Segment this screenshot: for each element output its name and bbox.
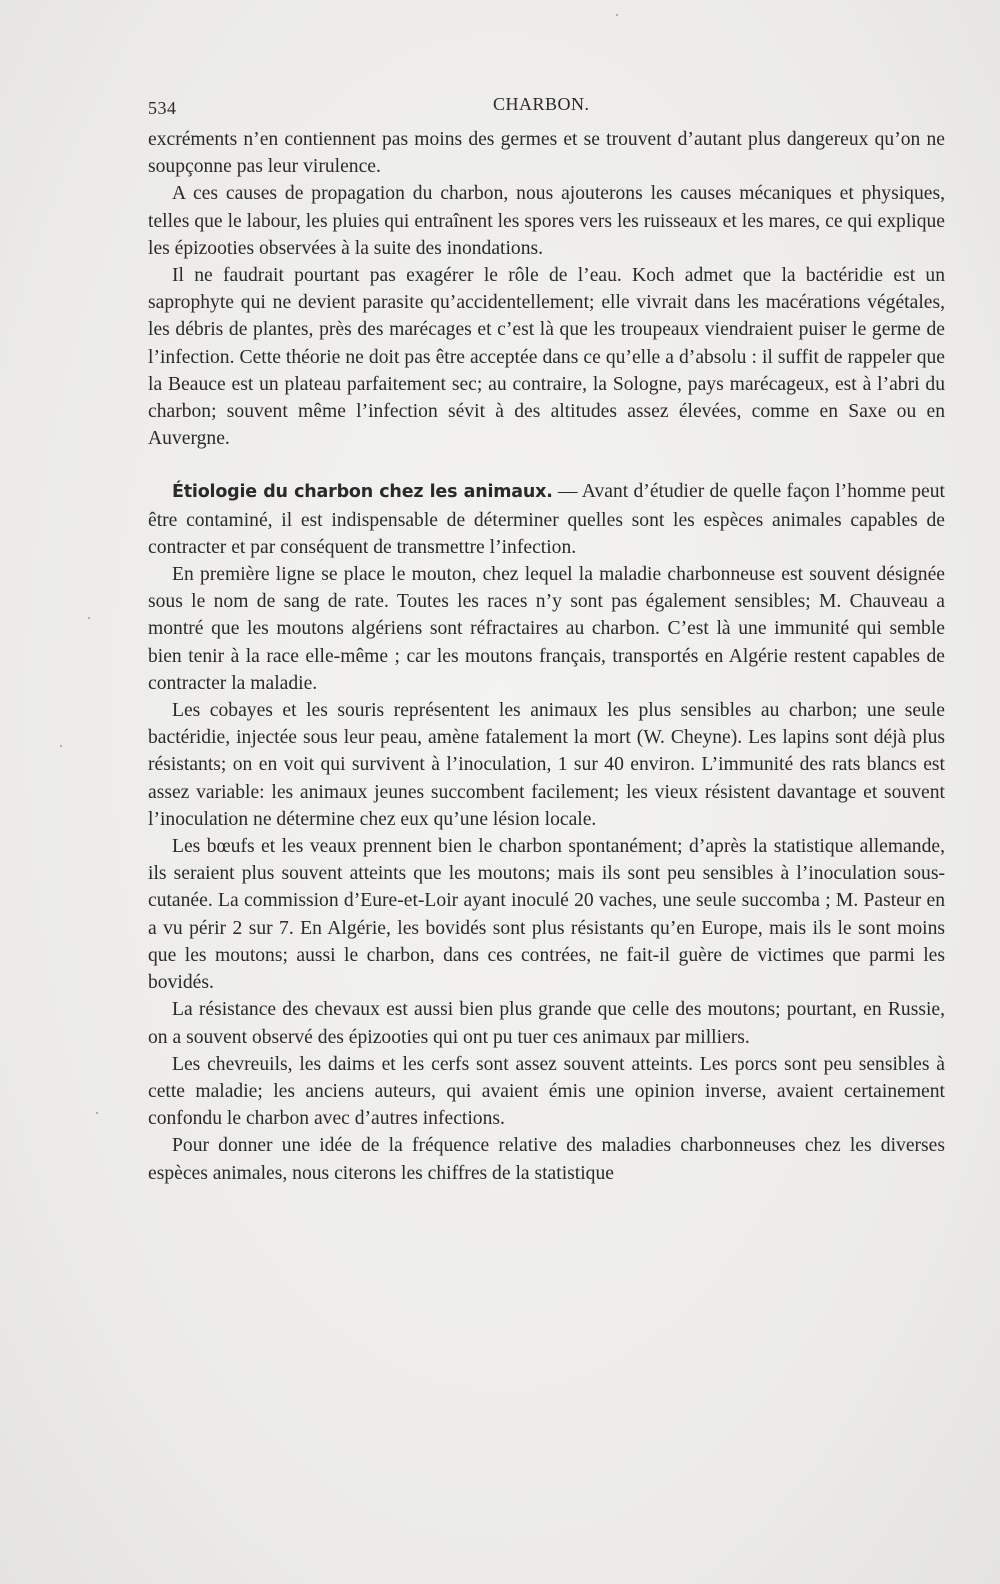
paragraph-continuation: excréments n’en contiennent pas moins des germes et se trouvent d’autant plus dangereux qu’on ne soupçonne pas leur virulence. xyxy=(148,129,945,178)
paragraph-cattle: Les bœufs et les veaux prennent bien le charbon spontanément; d’après la statistique allemande, ils seraient plus souvent atteints que les moutons; mais ils sont peu sensibles à l’inoculation sous-cutanée. La commission d’Eure-et-Loir ayant inoculé 20 vaches, une seule succomba ; M. Pasteur en a vu périr 2 sur 7. En Algérie, les bovidés sont plus résistants qu’en Europe, mais ils le sont moins que les moutons; aussi le charbon, dans ces contrées, ne fait-il guère de victimes que parmi les bovidés. xyxy=(148,836,945,994)
paragraph-water-role: Il ne faudrait pourtant pas exagérer le rôle de l’eau. Koch admet que la bactéridie est un saprophyte qui ne devient parasite qu’accidentellement; elle vivrait dans les macérations végétales, les débris de plantes, près des marécages et c’est là que les troupeaux viendraient puiser le germe de l’infection. Cette théorie ne doit pas être acceptée dans ce qu’elle a d’absolu : il suffit de rappeler que la Beauce est un plateau parfaitement sec; au contraire, la Sologne, pays marécageux, est à l’abri du charbon; souvent même l’infection sévit à des altitudes assez élevées, comme en Saxe ou en Auvergne. xyxy=(148,265,945,450)
running-head: CHARBON. xyxy=(493,94,590,114)
paragraph-sheep: En première ligne se place le mouton, chez lequel la maladie charbonneuse est souvent désignée sous le nom de sang de rate. Toutes les races n’y sont pas également sensibles; M. Chauveau a montré que les moutons algériens sont réfractaires au charbon. C’est là une immunité qui semble bien tenir à la race elle-même ; car les moutons français, transportés en Algérie restent capables de contracter la maladie. xyxy=(148,564,945,694)
body-text xyxy=(148,126,945,1187)
paragraph-statistics: Pour donner une idée de la fréquence relative des maladies charbonneuses chez les diverses espèces animales, nous citerons les chiffres de la statistique xyxy=(148,1135,945,1184)
paper-speck xyxy=(60,745,62,747)
paper-speck xyxy=(616,14,618,16)
paragraph-propagation-causes: A ces causes de propagation du charbon, nous ajouterons les causes mécaniques et physiques, telles que le labour, les pluies qui entraînent les spores vers les ruisseaux et les mares, ce qui explique les épizooties observées à la suite des inondations. xyxy=(148,183,945,259)
section-opening-paragraph xyxy=(148,478,945,561)
paper-speck xyxy=(88,617,90,619)
paragraph-rodents: Les cobayes et les souris représentent les animaux les plus sensibles au charbon; une seule bactéridie, injectée sous leur peau, amène fatalement la mort (W. Cheyne). Les lapins sont déjà plus résistants; on en voit qui survivent à l’inoculation, 1 sur 40 environ. L’immunité des rats blancs est assez variable: les animaux jeunes succombent facilement; les vieux résistent davantage et souvent l’inoculation ne détermine chez eux qu’une lésion locale. xyxy=(148,700,945,830)
page-number: 534 xyxy=(148,98,177,118)
section-intro: — Avant d’étudier de quelle façon l’homme peut être contaminé, il est indispensable de déterminer quelles sont les espèces animales capables de contracter et par conséquent de transmettre l’infection. xyxy=(148,481,945,558)
paper-speck xyxy=(96,1112,98,1114)
paragraph-deer-pigs: Les chevreuils, les daims et les cerfs sont assez souvent atteints. Les porcs sont peu sensibles à cette maladie; les anciens auteurs, qui avaient émis une opinion inverse, avaient certainement confondu le charbon avec d’autres infections. xyxy=(148,1053,945,1130)
section-title: Étiologie du charbon chez les animaux. xyxy=(172,482,553,503)
section-gap xyxy=(148,452,945,478)
page-header xyxy=(148,92,943,122)
paragraph-horses: La résistance des chevaux est aussi bien plus grande que celle des moutons; pourtant, en Russie, on a souvent observé des épizooties qui ont pu tuer ces animaux par milliers. xyxy=(148,999,945,1048)
